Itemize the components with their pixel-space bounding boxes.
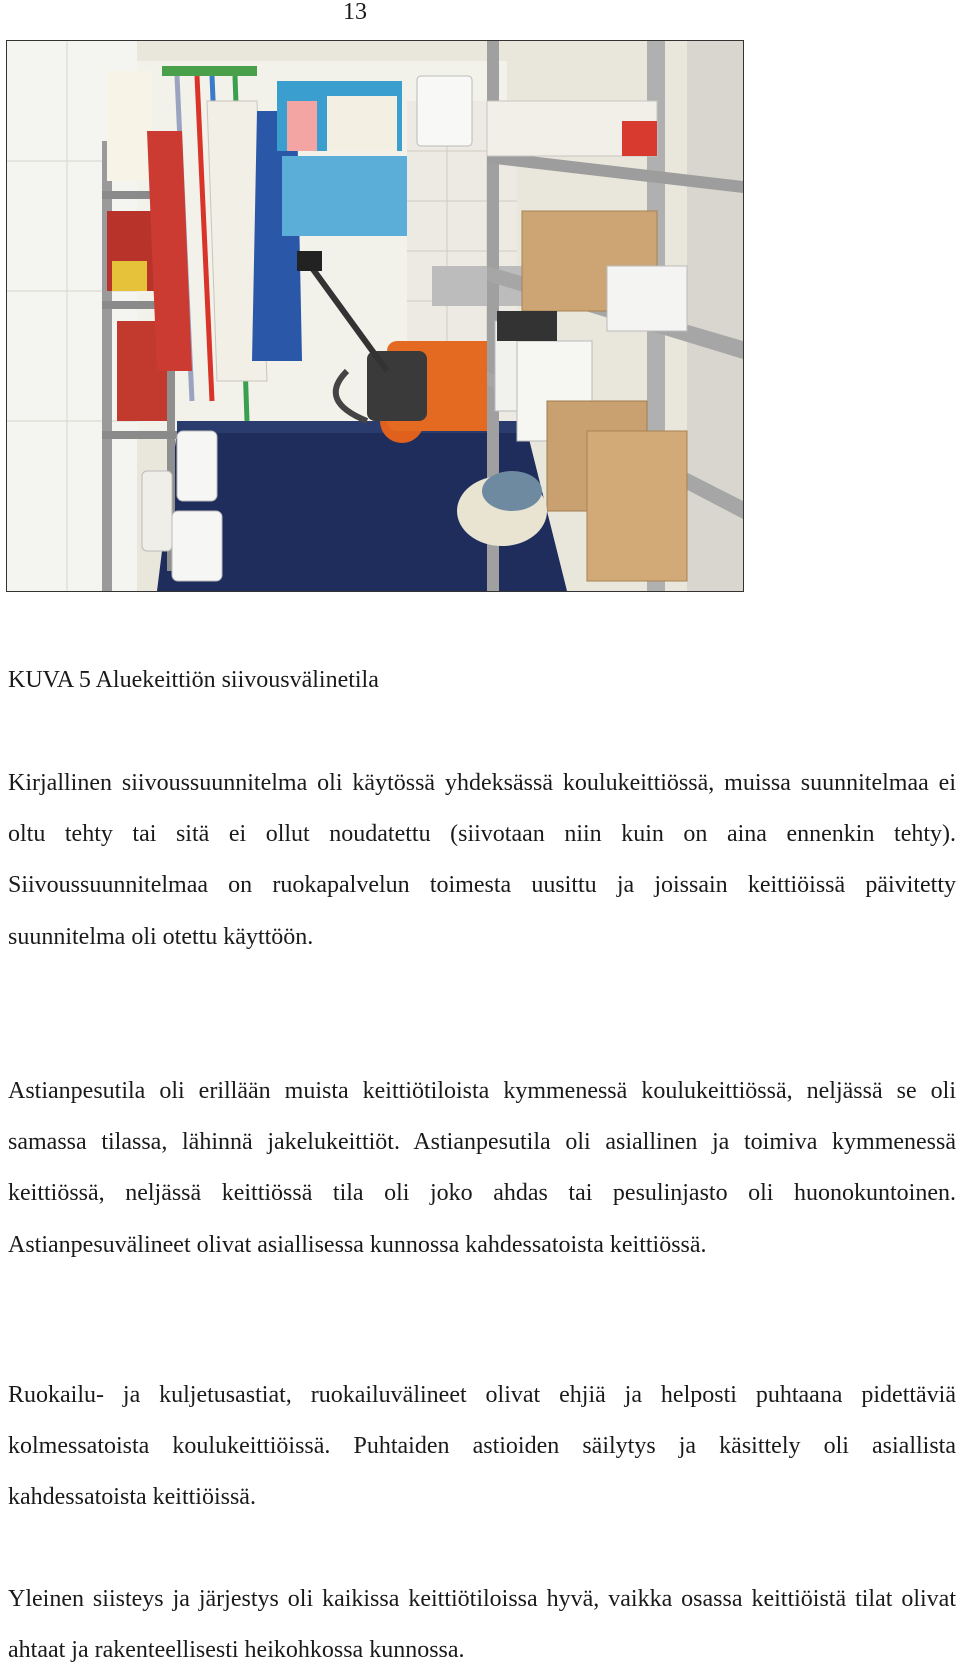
figure-caption: KUVA 5 Aluekeittiön siivousvälinetila [8, 667, 379, 693]
figure-photo-cleaning-storage [6, 40, 744, 592]
paragraph-general-tidiness: Yleinen siisteys ja järjestys oli kaikissa keittiötiloissa hyvä, vaikka osassa keittiöistä tilat olivat ahtaat ja rakenteellisesti heikohkossa kunnossa. [8, 1586, 956, 1664]
paragraph-cleaning-plan: Kirjallinen siivoussuunnitelma oli käytössä yhdeksässä koulukeittiössä, muissa suunnitelmaa ei oltu tehty tai sitä ei ollut noudatettu (siivotaan niin kuin on aina ennenkin tehty). Siivoussuunnitelmaa on ruokapalvelun toimesta uusittu ja joissain keittiöissä päivitetty suunnitelma oli otettu käyttöön. [8, 770, 956, 950]
paragraph-dishwashing-area: Astianpesutila oli erillään muista keittiötiloista kymmenessä koulukeittiössä, neljässä se oli samassa tilassa, lähinnä jakelukeittiöt. Astianpesutila oli asiallinen ja toimiva kymmenessä keittiössä, neljässä keittiössä tila oli joko ahdas tai pesulinjasto oli huonokuntoinen. Astianpesuvälineet olivat asiallisessa kunnossa kahdessatoista keittiössä. [8, 1078, 956, 1258]
page-number: 13 [343, 0, 367, 25]
paragraph-dishes-and-utensils: Ruokailu- ja kuljetusastiat, ruokailuvälineet olivat ehjiä ja helposti puhtaana pidettäviä kolmessatoista koulukeittiöissä. Puhtaiden astioiden säilytys ja käsittely oli asiallista kahdessatoista keittiöissä. [8, 1382, 956, 1511]
